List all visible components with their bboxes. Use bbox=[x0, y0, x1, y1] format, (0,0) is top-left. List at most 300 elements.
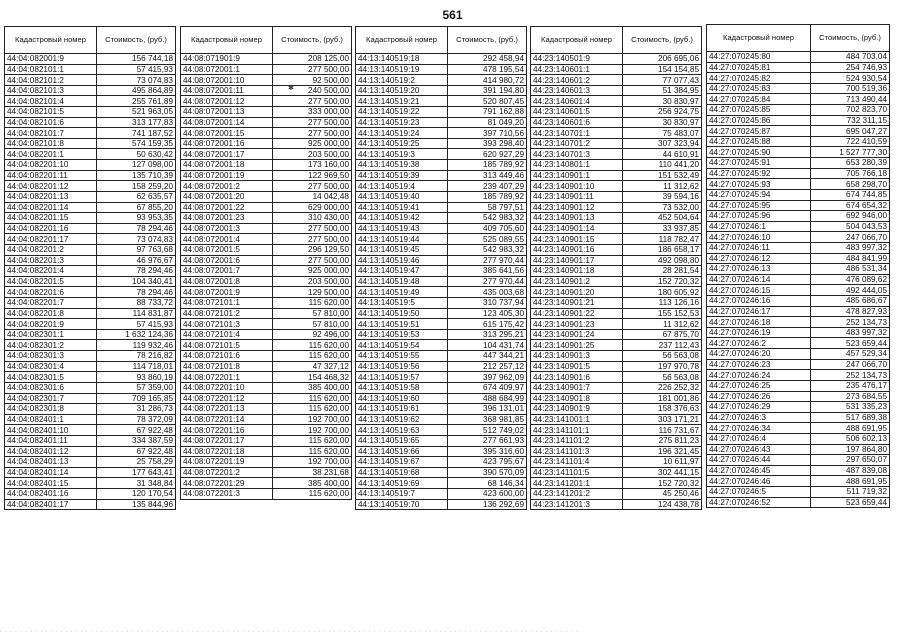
table-row bbox=[5, 181, 176, 192]
cost-value: 135 710,39 bbox=[97, 170, 176, 181]
table-row bbox=[5, 308, 176, 319]
cadastral-number: 44:27:070245:91 bbox=[707, 158, 811, 169]
table-row bbox=[707, 444, 890, 455]
cost-value: 303 171,21 bbox=[623, 414, 702, 425]
cost-value: 484 841,99 bbox=[811, 253, 890, 264]
cadastral-number: 44:13:140519:25 bbox=[356, 138, 448, 149]
table-row bbox=[531, 64, 702, 75]
table-row bbox=[181, 340, 352, 351]
table-row bbox=[181, 202, 352, 213]
cost-value: 525 089,55 bbox=[448, 234, 527, 245]
table-row bbox=[531, 54, 702, 65]
cadastral-table-1 bbox=[4, 26, 176, 510]
table-row bbox=[181, 404, 352, 415]
cost-value: 122 969,50 bbox=[273, 170, 352, 181]
table-row bbox=[181, 223, 352, 234]
cadastral-number: 44:27:070245:84 bbox=[707, 94, 811, 105]
cost-value: 629 000,00 bbox=[273, 202, 352, 213]
table-row bbox=[531, 319, 702, 330]
cadastral-number: 44:08:072001:20 bbox=[181, 191, 273, 202]
table-row bbox=[356, 499, 527, 510]
cost-value: 713 490,44 bbox=[811, 94, 890, 105]
cadastral-number: 44:27:070246:17 bbox=[707, 306, 811, 317]
cadastral-number: 44:08:072201:1 bbox=[181, 372, 273, 383]
cost-value: 732 311,15 bbox=[811, 115, 890, 126]
cadastral-number: 44:23:140901:6 bbox=[531, 372, 623, 383]
table-row bbox=[707, 274, 890, 285]
table-row bbox=[356, 319, 527, 330]
cadastral-number: 44:04:082301:1 bbox=[5, 329, 97, 340]
cost-value: 397 962,09 bbox=[448, 372, 527, 383]
cost-value: 119 932,46 bbox=[97, 340, 176, 351]
cost-value: 88 733,72 bbox=[97, 298, 176, 309]
cadastral-number: 44:08:072201:18 bbox=[181, 446, 273, 457]
cost-value: 115 620,00 bbox=[273, 393, 352, 404]
cost-value: 273 684,55 bbox=[811, 391, 890, 402]
cost-value: 307 323,94 bbox=[623, 138, 702, 149]
cadastral-number: 44:08:072001:13 bbox=[181, 107, 273, 118]
cost-value: 154 154,85 bbox=[623, 64, 702, 75]
cost-value: 925 000,00 bbox=[273, 138, 352, 149]
table-row bbox=[531, 138, 702, 149]
cost-value: 58 797,51 bbox=[448, 202, 527, 213]
cadastral-number: 44:27:070246:44 bbox=[707, 455, 811, 466]
cost-value: 506 602,13 bbox=[811, 433, 890, 444]
table-row bbox=[707, 158, 890, 169]
cadastral-number: 44:13:140519:24 bbox=[356, 128, 448, 139]
table-row bbox=[531, 308, 702, 319]
cost-value: 115 620,00 bbox=[273, 435, 352, 446]
cost-value: 73 074,83 bbox=[97, 234, 176, 245]
cadastral-number: 44:08:072201:14 bbox=[181, 414, 273, 425]
cost-value: 423 600,00 bbox=[448, 488, 527, 499]
cost-value: 235 476,17 bbox=[811, 380, 890, 391]
cadastral-number: 44:04:082301:2 bbox=[5, 340, 97, 351]
table-row bbox=[707, 412, 890, 423]
cost-value: 333 000,00 bbox=[273, 107, 352, 118]
cost-value: 483 997,32 bbox=[811, 327, 890, 338]
cadastral-number: 44:23:140901:2 bbox=[531, 276, 623, 287]
cost-value: 396 131,01 bbox=[448, 404, 527, 415]
cadastral-number: 44:27:070246:14 bbox=[707, 274, 811, 285]
table-row bbox=[5, 266, 176, 277]
cost-value: 393 298,40 bbox=[448, 138, 527, 149]
cadastral-number: 44:23:141201:1 bbox=[531, 478, 623, 489]
cost-value: 67 922,48 bbox=[97, 446, 176, 457]
cost-value: 192 700,00 bbox=[273, 425, 352, 436]
cadastral-number: 44:08:072001:15 bbox=[181, 128, 273, 139]
cost-value: 33 937,85 bbox=[623, 223, 702, 234]
cost-value: 77 077,43 bbox=[623, 75, 702, 86]
table-row bbox=[531, 191, 702, 202]
cadastral-number: 44:27:070246:43 bbox=[707, 444, 811, 455]
cadastral-number: 44:23:140501:9 bbox=[531, 54, 623, 65]
column-header-number: Кадастровый номер bbox=[707, 25, 811, 52]
cadastral-number: 44:27:070246:24 bbox=[707, 370, 811, 381]
cadastral-number: 44:04:082401:12 bbox=[5, 446, 97, 457]
table-row bbox=[707, 338, 890, 349]
table-row bbox=[5, 329, 176, 340]
cadastral-number: 44:04:082401:10 bbox=[5, 425, 97, 436]
table-row bbox=[5, 223, 176, 234]
table-row bbox=[707, 73, 890, 84]
cadastral-number: 44:23:140901:21 bbox=[531, 298, 623, 309]
cost-value: 28 281,54 bbox=[623, 266, 702, 277]
table-row bbox=[707, 264, 890, 275]
cost-value: 192 700,00 bbox=[273, 457, 352, 468]
column-header-cost: Стоимость, (руб.) bbox=[448, 27, 527, 54]
cost-value: 75 483,07 bbox=[623, 128, 702, 139]
column-header-cost: Стоимость, (руб.) bbox=[811, 25, 890, 52]
cost-value: 653 280,39 bbox=[811, 158, 890, 169]
cost-value: 173 160,00 bbox=[273, 160, 352, 171]
cost-value: 334 387,59 bbox=[97, 435, 176, 446]
table-row bbox=[531, 149, 702, 160]
cadastral-number: 44:13:140519:7 bbox=[356, 488, 448, 499]
cost-value: 277 500,00 bbox=[273, 181, 352, 192]
cost-value: 203 500,00 bbox=[273, 276, 352, 287]
cadastral-number: 44:13:140519:22 bbox=[356, 107, 448, 118]
cadastral-number: 44:13:140519:65 bbox=[356, 435, 448, 446]
cadastral-number: 44:08:071901:9 bbox=[181, 54, 273, 65]
cost-value: 504 043,53 bbox=[811, 221, 890, 232]
cost-value: 185 789,92 bbox=[448, 160, 527, 171]
cost-value: 212 257,12 bbox=[448, 361, 527, 372]
cadastral-number: 44:13:140519:3 bbox=[356, 149, 448, 160]
cost-value: 674 409,97 bbox=[448, 382, 527, 393]
cadastral-number: 44:04:082201:3 bbox=[5, 255, 97, 266]
table-row bbox=[5, 488, 176, 499]
cadastral-number: 44:13:140519:69 bbox=[356, 478, 448, 489]
cadastral-number: 44:13:140519:57 bbox=[356, 372, 448, 383]
cost-value: 78 294,46 bbox=[97, 266, 176, 277]
cadastral-number: 44:04:082301:5 bbox=[5, 372, 97, 383]
cadastral-number: 44:27:070246:11 bbox=[707, 242, 811, 253]
cadastral-number: 44:04:082101:7 bbox=[5, 128, 97, 139]
cost-table bbox=[4, 26, 176, 510]
table-row bbox=[531, 202, 702, 213]
cost-value: 68 146,34 bbox=[448, 478, 527, 489]
table-row bbox=[5, 287, 176, 298]
cost-value: 104 431,74 bbox=[448, 340, 527, 351]
cost-value: 113 126,16 bbox=[623, 298, 702, 309]
cadastral-number: 44:23:140901:16 bbox=[531, 244, 623, 255]
cost-value: 110 441,20 bbox=[623, 160, 702, 171]
cost-value: 104 340,41 bbox=[97, 276, 176, 287]
cost-value: 127 098,00 bbox=[97, 160, 176, 171]
cadastral-number: 44:04:082101:2 bbox=[5, 75, 97, 86]
cost-value: 313 295,21 bbox=[448, 329, 527, 340]
table-row bbox=[181, 181, 352, 192]
table-row bbox=[5, 213, 176, 224]
table-row bbox=[181, 478, 352, 489]
cost-value: 702 823,70 bbox=[811, 105, 890, 116]
table-row bbox=[707, 200, 890, 211]
cadastral-number: 44:08:072101:8 bbox=[181, 361, 273, 372]
cadastral-number: 44:27:070245:85 bbox=[707, 105, 811, 116]
table-row bbox=[356, 149, 527, 160]
cadastral-number: 44:04:082201:17 bbox=[5, 234, 97, 245]
cost-value: 44 610,91 bbox=[623, 149, 702, 160]
cost-value: 791 162,88 bbox=[448, 107, 527, 118]
cadastral-number: 44:23:141201:3 bbox=[531, 499, 623, 510]
table-row bbox=[356, 191, 527, 202]
table-row bbox=[531, 361, 702, 372]
table-row bbox=[707, 433, 890, 444]
cadastral-number: 44:23:140901:12 bbox=[531, 202, 623, 213]
table-row bbox=[707, 391, 890, 402]
cadastral-number: 44:13:140519:39 bbox=[356, 170, 448, 181]
cadastral-number: 44:23:141101:1 bbox=[531, 425, 623, 436]
cadastral-number: 44:08:072001:3 bbox=[181, 223, 273, 234]
table-row bbox=[5, 414, 176, 425]
cadastral-number: 44:04:082401:17 bbox=[5, 499, 97, 510]
table-row bbox=[5, 382, 176, 393]
table-row bbox=[181, 351, 352, 362]
cadastral-number: 44:23:140901:20 bbox=[531, 287, 623, 298]
table-row bbox=[531, 181, 702, 192]
cadastral-number: 44:27:070246:18 bbox=[707, 317, 811, 328]
cost-value: 92 496,00 bbox=[273, 329, 352, 340]
cost-value: 31 348,84 bbox=[97, 478, 176, 489]
cadastral-number: 44:27:070246:15 bbox=[707, 285, 811, 296]
cadastral-number: 44:27:070245:82 bbox=[707, 73, 811, 84]
cadastral-number: 44:13:140519:54 bbox=[356, 340, 448, 351]
cadastral-number: 44:23:140601:6 bbox=[531, 117, 623, 128]
table-row bbox=[5, 64, 176, 75]
table-row bbox=[356, 298, 527, 309]
cost-value: 395 316,60 bbox=[448, 446, 527, 457]
cadastral-number: 44:04:082201:13 bbox=[5, 191, 97, 202]
cost-value: 741 187,52 bbox=[97, 128, 176, 139]
cadastral-table-4 bbox=[530, 26, 702, 510]
cadastral-number: 44:27:070246:20 bbox=[707, 349, 811, 360]
table-row bbox=[707, 486, 890, 497]
table-row bbox=[707, 52, 890, 63]
table-row bbox=[356, 266, 527, 277]
cadastral-number: 44:23:140901:14 bbox=[531, 223, 623, 234]
cost-value: 185 789,92 bbox=[448, 191, 527, 202]
cost-value: 81 049,20 bbox=[448, 117, 527, 128]
cost-table bbox=[355, 26, 527, 510]
cost-value: 310 430,00 bbox=[273, 213, 352, 224]
cadastral-number: 44:04:082201:16 bbox=[5, 223, 97, 234]
cost-value: 93 953,35 bbox=[97, 213, 176, 224]
cost-value: 226 252,32 bbox=[623, 382, 702, 393]
cadastral-number: 44:08:072201:19 bbox=[181, 457, 273, 468]
table-row bbox=[356, 128, 527, 139]
table-row bbox=[5, 255, 176, 266]
table-row bbox=[181, 393, 352, 404]
table-row bbox=[5, 393, 176, 404]
table-row bbox=[356, 308, 527, 319]
cadastral-number: 44:04:082201:4 bbox=[5, 266, 97, 277]
cadastral-number: 44:13:140519:53 bbox=[356, 329, 448, 340]
cost-value: 56 563,08 bbox=[623, 372, 702, 383]
cost-value: 512 749,02 bbox=[448, 425, 527, 436]
cost-value: 114 831,87 bbox=[97, 308, 176, 319]
table-row bbox=[5, 128, 176, 139]
table-row bbox=[5, 107, 176, 118]
cadastral-number: 44:13:140519:66 bbox=[356, 446, 448, 457]
table-row bbox=[707, 359, 890, 370]
table-row bbox=[5, 75, 176, 86]
table-row bbox=[356, 372, 527, 383]
cadastral-number: 44:23:140901:23 bbox=[531, 319, 623, 330]
cadastral-number: 44:13:140519:67 bbox=[356, 457, 448, 468]
cost-value: 62 635,57 bbox=[97, 191, 176, 202]
table-row bbox=[356, 467, 527, 478]
table-row bbox=[181, 435, 352, 446]
cost-value: 277 500,00 bbox=[273, 96, 352, 107]
cost-value: 115 620,00 bbox=[273, 340, 352, 351]
table-row bbox=[356, 478, 527, 489]
cadastral-number: 44:27:070245:94 bbox=[707, 189, 811, 200]
table-row bbox=[5, 351, 176, 362]
stray-mark-icon: ✱ bbox=[288, 85, 294, 92]
table-row bbox=[531, 435, 702, 446]
table-row bbox=[181, 149, 352, 160]
table-row bbox=[707, 253, 890, 264]
cost-value: 135 844,96 bbox=[97, 499, 176, 510]
cost-value: 705 766,18 bbox=[811, 168, 890, 179]
table-row bbox=[181, 276, 352, 287]
table-row bbox=[531, 266, 702, 277]
cost-value: 97 763,68 bbox=[97, 244, 176, 255]
cost-value: 11 312,62 bbox=[623, 181, 702, 192]
cadastral-number: 44:08:072001:7 bbox=[181, 266, 273, 277]
cost-value: 197 970,78 bbox=[623, 361, 702, 372]
cadastral-number: 44:27:070245:80 bbox=[707, 52, 811, 63]
cadastral-number: 44:04:082001:9 bbox=[5, 54, 97, 65]
cadastral-number: 44:13:140519:23 bbox=[356, 117, 448, 128]
cadastral-number: 44:27:070246:13 bbox=[707, 264, 811, 275]
table-row bbox=[356, 488, 527, 499]
cost-value: 385 641,56 bbox=[448, 266, 527, 277]
cadastral-number: 44:23:140901:9 bbox=[531, 404, 623, 415]
cost-value: 156 744,18 bbox=[97, 54, 176, 65]
table-row bbox=[531, 404, 702, 415]
cadastral-number: 44:08:072001:22 bbox=[181, 202, 273, 213]
table-row bbox=[707, 189, 890, 200]
cadastral-number: 44:08:072101:4 bbox=[181, 329, 273, 340]
table-row bbox=[531, 414, 702, 425]
cost-value: 700 519,36 bbox=[811, 83, 890, 94]
table-row bbox=[181, 361, 352, 372]
table-row bbox=[181, 138, 352, 149]
cost-value: 120 170,54 bbox=[97, 488, 176, 499]
cadastral-number: 44:08:072201:12 bbox=[181, 393, 273, 404]
table-row bbox=[707, 455, 890, 466]
table-row bbox=[5, 435, 176, 446]
cost-value: 47 327,12 bbox=[273, 361, 352, 372]
cadastral-number: 44:04:082201:15 bbox=[5, 213, 97, 224]
cadastral-number: 44:08:072001:5 bbox=[181, 244, 273, 255]
table-row bbox=[531, 234, 702, 245]
cadastral-number: 44:27:070246:45 bbox=[707, 465, 811, 476]
cost-value: 67 922,48 bbox=[97, 425, 176, 436]
table-row bbox=[5, 467, 176, 478]
cadastral-number: 44:08:072101:1 bbox=[181, 298, 273, 309]
cadastral-number: 44:04:082401:13 bbox=[5, 457, 97, 468]
table-row bbox=[356, 393, 527, 404]
table-row bbox=[181, 128, 352, 139]
cost-value: 208 125,00 bbox=[273, 54, 352, 65]
cadastral-number: 44:23:140601:1 bbox=[531, 64, 623, 75]
table-row bbox=[5, 149, 176, 160]
cadastral-number: 44:13:140519:62 bbox=[356, 414, 448, 425]
cadastral-number: 44:27:070246:16 bbox=[707, 296, 811, 307]
table-row bbox=[531, 329, 702, 340]
cost-value: 277 500,00 bbox=[273, 117, 352, 128]
cadastral-number: 44:04:082201:9 bbox=[5, 319, 97, 330]
cadastral-number: 44:23:140601:2 bbox=[531, 75, 623, 86]
cadastral-number: 44:13:140519:63 bbox=[356, 425, 448, 436]
cadastral-number: 44:08:072101:6 bbox=[181, 351, 273, 362]
cadastral-number: 44:27:070246:1 bbox=[707, 221, 811, 232]
table-row bbox=[181, 319, 352, 330]
cadastral-number: 44:04:082401:15 bbox=[5, 478, 97, 489]
cost-value: 397 710,56 bbox=[448, 128, 527, 139]
table-row bbox=[356, 160, 527, 171]
cost-value: 277 970,44 bbox=[448, 276, 527, 287]
table-row bbox=[707, 497, 890, 508]
cost-value: 206 695,06 bbox=[623, 54, 702, 65]
cadastral-number: 44:23:140901:17 bbox=[531, 255, 623, 266]
cost-value: 57 415,93 bbox=[97, 319, 176, 330]
cost-value: 483 997,32 bbox=[811, 242, 890, 253]
table-row bbox=[707, 380, 890, 391]
table-row bbox=[181, 287, 352, 298]
cadastral-number: 44:27:070246:46 bbox=[707, 476, 811, 487]
cadastral-number: 44:27:070246:34 bbox=[707, 423, 811, 434]
cost-value: 51 384,95 bbox=[623, 85, 702, 96]
table-row bbox=[531, 457, 702, 468]
cadastral-number: 44:04:082301:3 bbox=[5, 351, 97, 362]
cadastral-number: 44:04:082201:6 bbox=[5, 287, 97, 298]
cost-value: 495 864,89 bbox=[97, 85, 176, 96]
cadastral-number: 44:27:070245:93 bbox=[707, 179, 811, 190]
cadastral-number: 44:13:140519:61 bbox=[356, 404, 448, 415]
table-row bbox=[356, 181, 527, 192]
cost-value: 181 001,86 bbox=[623, 393, 702, 404]
table-row bbox=[356, 404, 527, 415]
cadastral-number: 44:23:140901:1 bbox=[531, 170, 623, 181]
table-row bbox=[707, 296, 890, 307]
cost-value: 313 177,83 bbox=[97, 117, 176, 128]
cadastral-number: 44:27:070245:87 bbox=[707, 126, 811, 137]
table-row bbox=[181, 117, 352, 128]
cost-value: 254 746,93 bbox=[811, 62, 890, 73]
cadastral-number: 44:23:140901:3 bbox=[531, 351, 623, 362]
cadastral-number: 44:08:072201:17 bbox=[181, 435, 273, 446]
table-row bbox=[356, 255, 527, 266]
cadastral-number: 44:23:141101:3 bbox=[531, 446, 623, 457]
table-row bbox=[181, 372, 352, 383]
cost-value: 30 830,97 bbox=[623, 117, 702, 128]
table-row bbox=[531, 75, 702, 86]
cost-value: 45 250,46 bbox=[623, 488, 702, 499]
cadastral-number: 44:13:140519:68 bbox=[356, 467, 448, 478]
cost-value: 56 563,08 bbox=[623, 351, 702, 362]
table-row bbox=[5, 499, 176, 510]
cadastral-number: 44:04:082401:11 bbox=[5, 435, 97, 446]
cost-value: 452 504,64 bbox=[623, 213, 702, 224]
cadastral-number: 44:08:072001:18 bbox=[181, 160, 273, 171]
cost-value: 302 441,15 bbox=[623, 467, 702, 478]
cost-value: 118 782,47 bbox=[623, 234, 702, 245]
cost-value: 197 864,80 bbox=[811, 444, 890, 455]
